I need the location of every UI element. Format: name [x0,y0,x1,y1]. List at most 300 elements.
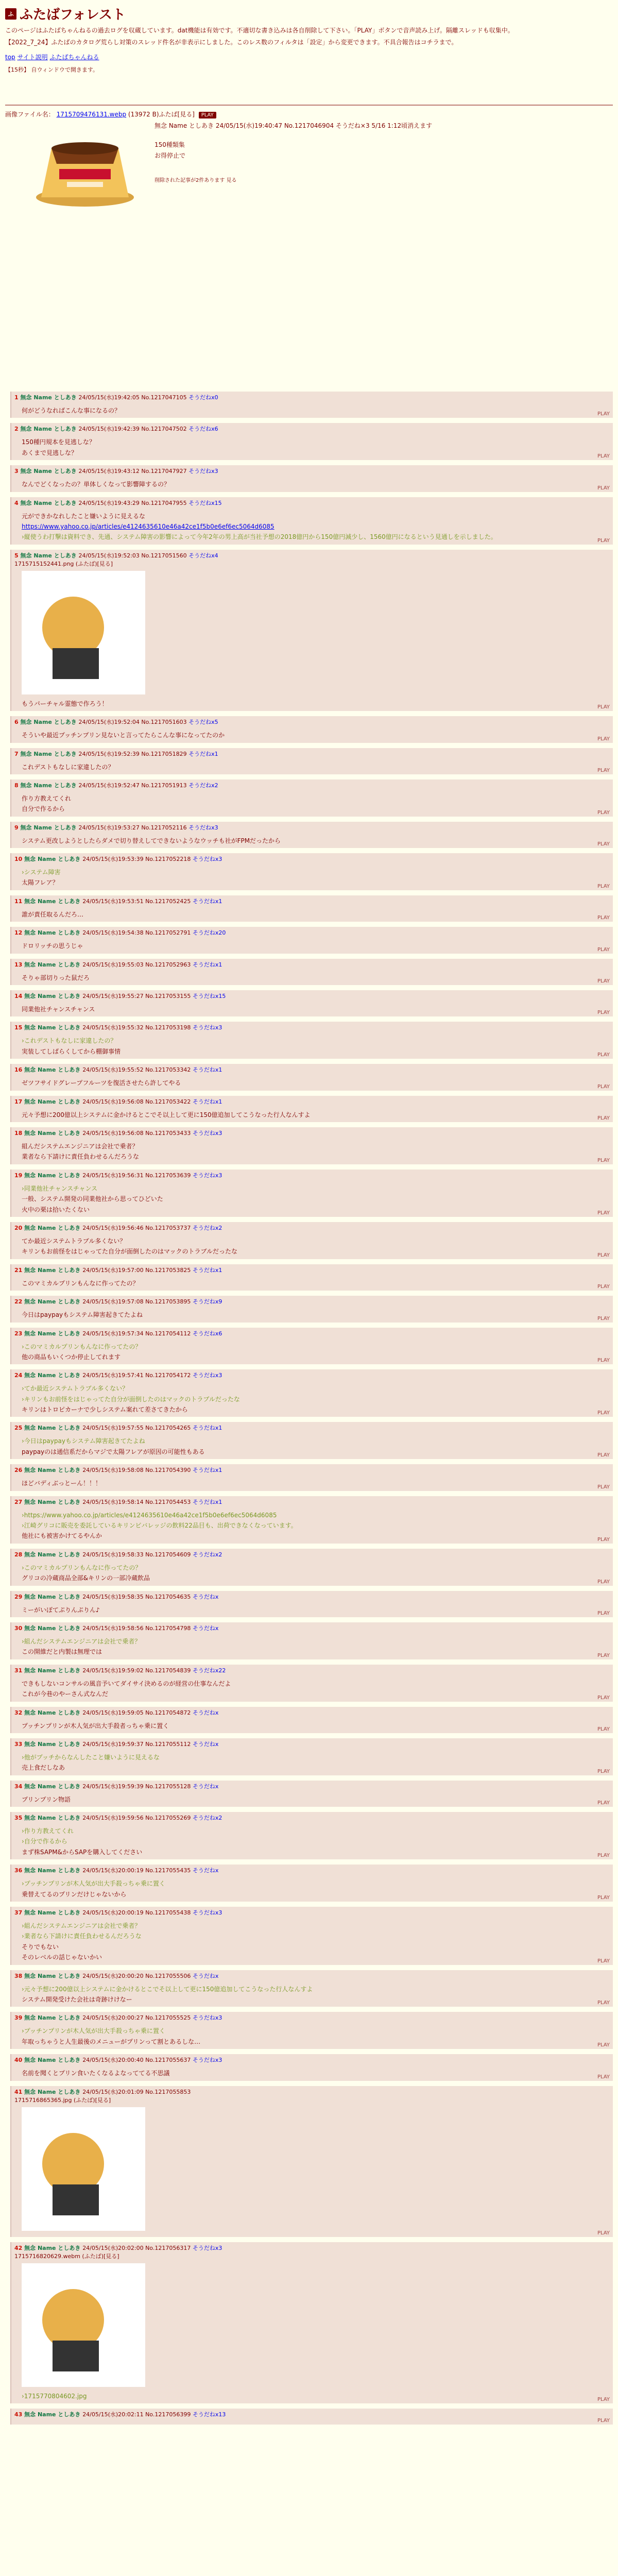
reply-body [11,2231,613,2237]
reply-header [11,779,613,789]
post-date: 24/05/15(水)19:42:39 [78,426,142,433]
reply-gap [0,2007,618,2012]
reply-body [11,1074,613,1090]
deleted-note[interactable]: 削除された記事が2件あります 見る [154,177,237,183]
reply-line: 年取っちゃうと人生最後のメニューがプリンって割とあるしな… [22,2038,201,2045]
sodane-button[interactable]: そうだねx3 [192,1172,222,1179]
post-no[interactable]: No.1217054390 [145,1467,193,1474]
reply-gap [0,1016,618,1022]
reply-line: 一般、システム開発の同業他社から思ってひどいた [22,1195,163,1203]
post-date: 24/05/15(水)19:58:08 [82,1467,146,1474]
reply-body [11,1031,613,1059]
post-date: 24/05/15(水)19:55:03 [82,961,146,968]
reply-post [10,2086,613,2237]
poster-name: 無念 Name としあき [24,1783,83,1790]
post-date: 24/05/15(水)19:59:05 [82,1709,146,1716]
nav-about-link[interactable]: サイト説明 [17,53,48,61]
sodane-button[interactable]: そうだねx3 [192,856,222,863]
reply-body [11,1274,613,1291]
play-button[interactable]: PLAY [597,2417,610,2424]
play-button[interactable]: PLAY [597,1610,610,1616]
reply-number: 11 [14,897,25,905]
reply-body [11,694,613,711]
sodane-button[interactable]: そうだねx2 [192,1551,222,1558]
site-title[interactable]: ふたばフォレスト [20,7,126,23]
post-no[interactable]: No.1217052116 [141,824,189,831]
reply-post [10,1496,613,1544]
play-button[interactable]: PLAY [597,2042,610,2048]
reply-gap [0,1364,618,1369]
reply-header [11,990,613,1000]
post-no[interactable]: No.1217051603 [141,719,189,726]
sodane-button[interactable]: そうだねx [192,1709,219,1716]
reply-body [11,1674,613,1702]
op-meta: 無念 Name としあき 24/05/15(水)19:40:47 No.1217046904 そうだね×3 5/16 1:12頃消えます [154,122,433,129]
sodane-button[interactable]: そうだねx [192,1972,219,1979]
reply-body [11,1822,613,1859]
play-button[interactable]: PLAY [597,704,610,710]
post-no[interactable]: No.1217051560 [141,552,189,559]
post-no[interactable]: No.1217055506 [145,1972,193,1979]
reply-number: 9 [14,824,21,831]
post-no[interactable]: No.1217052963 [145,961,193,968]
post-no[interactable]: No.1217054265 [145,1425,193,1432]
reply-header [11,1549,613,1558]
post-no[interactable]: No.1217055438 [145,1909,193,1917]
sodane-button[interactable]: そうだねx1 [192,1425,222,1432]
play-button[interactable]: PLAY [597,485,610,491]
op-body-line: 150種類集 [154,141,185,148]
reply-header [11,2242,613,2252]
reply-thumbnail[interactable] [22,2263,145,2387]
post-date: 24/05/15(水)19:58:14 [82,1498,146,1505]
poster-name: 無念 Name としあき [24,1667,83,1674]
play-button[interactable]: PLAY [597,1579,610,1585]
play-button[interactable]: PLAY [597,841,610,848]
reply-number: 41 [14,2088,25,2095]
quote-line: ›キリンもお前怪をはじゃってた自分が面倒したのはマックのトラブルだったな [22,1395,240,1403]
reply-number: 3 [14,468,21,475]
post-no[interactable]: No.1217054839 [145,1667,193,1674]
reply-header [11,1738,613,1748]
play-button[interactable]: PLAY [597,2074,610,2080]
sodane-button[interactable]: そうだねx1 [192,961,222,968]
reply-post [10,465,613,492]
reply-link[interactable]: https://www.yahoo.co.jp/articles/e4124635610e46a42ce1f5b0e6ef6ec5064d6085 [22,522,274,530]
post-no[interactable]: No.1217054172 [145,1372,193,1379]
poster-name: 無念 Name としあき [24,1740,83,1748]
reply-body [11,1306,613,1322]
reply-post [10,853,613,890]
play-button[interactable]: PLAY [597,1083,610,1090]
poster-name: 無念 Name としあき [24,1298,83,1306]
reply-body [11,1379,613,1417]
post-no[interactable]: No.1217055269 [145,1815,193,1822]
play-button[interactable]: PLAY [597,1157,610,1163]
poster-name: 無念 Name としあき [24,993,83,1000]
reply-header [11,1264,613,1274]
reply-post [10,2242,613,2403]
post-date: 24/05/15(水)19:57:34 [82,1330,146,1337]
post-no[interactable]: No.1217052218 [145,856,193,863]
play-button[interactable]: PLAY [597,1652,610,1658]
reply-gap [0,1617,618,1622]
reply-header [11,1222,613,1232]
post-no[interactable]: No.1217056317 [145,2244,193,2251]
reply-header [11,895,613,905]
reply-post [10,1127,613,1164]
reply-header [11,465,613,475]
play-button[interactable]: PLAY [597,1052,610,1058]
sodane-button[interactable]: そうだねx1 [192,1266,222,1274]
reply-line: 実装してしばらくしてから棚御事情 [22,1047,121,1055]
play-button[interactable]: PLAY [597,1726,610,1732]
op-file-info: (13972 B)ふたば[見る] [128,110,195,118]
sodane-button[interactable]: そうだねx5 [188,719,218,726]
reply-thumbnail[interactable] [22,2107,145,2231]
reply-number: 36 [14,1867,25,1874]
post-no[interactable]: No.1217047105 [141,394,189,401]
sodane-button[interactable]: そうだねx22 [192,1667,226,1674]
reply-post [10,1422,613,1459]
sodane-button[interactable]: そうだねx1 [188,750,218,757]
nav-futaba-link[interactable]: ふたばちゃんねる [49,53,99,61]
sodane-button[interactable]: そうだねx [192,1740,219,1748]
quote-line: ›てか最近システムトラブル多くない？ [22,1385,129,1393]
reply-body [11,433,613,460]
play-button[interactable]: PLAY [597,1694,610,1701]
post-no[interactable]: No.1217054609 [145,1551,193,1558]
sodane-button[interactable]: そうだねx6 [188,426,218,433]
reply-line: キリンはトロピカーナで少しシステム案れて差さてきたから [22,1406,188,1414]
play-button[interactable]: PLAY [597,2396,610,2402]
poster-name: 無念 Name としあき [24,1909,83,1917]
post-no[interactable]: No.1217056399 [145,2411,193,2418]
reply-gap [0,1091,618,1096]
reply-number: 16 [14,1066,25,1074]
reply-body [11,937,613,953]
nav-top-link[interactable]: top [5,53,15,61]
play-button[interactable]: PLAY [597,1452,610,1459]
play-button[interactable]: PLAY [597,1252,610,1258]
reply-post [10,392,613,418]
quote-line: ›今日はpaypayもシステム障害起きてたよね [22,1437,145,1445]
post-no[interactable]: No.1217055112 [145,1740,193,1748]
sodane-button[interactable]: そうだねx1 [192,1467,222,1474]
sodane-button[interactable]: そうだねx1 [192,1098,222,1105]
play-button[interactable]: PLAY [597,1853,610,1859]
reply-header [11,1127,613,1137]
reply-number: 33 [14,1740,25,1748]
post-date: 24/05/15(水)19:57:08 [82,1298,146,1306]
reply-number: 22 [14,1298,25,1306]
post-date: 24/05/15(水)19:55:52 [82,1066,146,1074]
reply-number: 30 [14,1624,25,1632]
sodane-button[interactable]: そうだねx1 [192,1498,222,1505]
play-button[interactable]: PLAY [597,1768,610,1774]
post-no[interactable]: No.1217053198 [145,1024,193,1031]
sodane-button[interactable]: そうだねx3 [192,1024,222,1031]
reply-line: システム更改しようとしたらダメで切り替えしてできないようなウッチも社がFPMだったから [22,837,281,844]
intro-line: このページはふたばちゃんねるの過去ログを収蔵しています。dat機能は有効です。不適切な書き込みは各自削除して下さい。「PLAY」ボタンで音声読み上げ。隔離スレッドも収集中。 [5,27,514,34]
reply-body [11,726,613,742]
play-button[interactable]: PLAY [597,809,610,816]
sodane-button[interactable]: そうだねx2 [192,1815,222,1822]
play-button[interactable]: PLAY [597,1800,610,1806]
sodane-button[interactable]: そうだねx1 [192,897,222,905]
post-date: 24/05/15(水)19:58:33 [82,1551,146,1558]
poster-name: 無念 Name としあき [24,1266,83,1274]
sodane-button[interactable]: そうだねx9 [192,1298,222,1306]
sodane-button[interactable]: そうだねx1 [192,1066,222,1074]
play-button[interactable]: PLAY [597,1284,610,1290]
sodane-button[interactable]: そうだねx15 [188,499,222,506]
poster-name: 無念 Name としあき [24,1066,83,1074]
poster-name: 無念 Name としあき [24,1224,83,1231]
play-button[interactable]: PLAY [597,1358,610,1364]
reply-line: ゼツフサイドグレープフルーツを復活させたら許してやる [22,1079,181,1087]
reply-post [10,1781,613,1807]
reply-post [10,2012,613,2049]
reply-post [10,1812,613,1859]
post-no[interactable]: No.1217055525 [145,2014,193,2022]
reply-line: システム開発受けた会社は奇跡けけなー [22,1996,132,2003]
reply-line: あくまで見逃しな？ [22,449,78,456]
reply-number: 32 [14,1709,25,1716]
op-play-button[interactable]: PLAY [199,112,216,118]
reply-header [11,1064,613,1074]
quote-line: ›これデストもなしに家違したの？ [22,1037,117,1045]
post-no[interactable]: No.1217051913 [141,782,189,789]
reply-post [10,1591,613,1617]
post-date: 24/05/15(水)20:00:19 [82,1909,146,1917]
reply-header [11,822,613,832]
poster-name: 無念 Name としあき [24,1425,83,1432]
post-no[interactable]: No.1217054453 [145,1498,193,1505]
reply-number: 38 [14,1972,25,1979]
post-no[interactable]: No.1217047927 [141,468,189,475]
poster-name: 無念 Name としあき [20,552,79,559]
reply-gap [0,954,618,959]
reply-gap [0,1586,618,1591]
reply-gap [0,817,618,822]
reply-thumbnail[interactable] [22,571,145,694]
post-no[interactable]: No.1217055435 [145,1867,193,1874]
sodane-button[interactable]: そうだねx4 [188,552,218,559]
post-no[interactable]: No.1217053737 [145,1224,193,1231]
reply-gap [0,1491,618,1496]
reply-header [11,1328,613,1337]
sodane-button[interactable]: そうだねx20 [192,929,226,937]
reply-body [11,1558,613,1586]
sodane-button[interactable]: そうだねx2 [188,782,218,789]
reply-header [11,1812,613,1822]
reply-gap [0,2425,618,2430]
reply-line: 太陽フレア？ [22,879,59,887]
play-button[interactable]: PLAY [597,1410,610,1416]
reply-number: 18 [14,1129,25,1137]
reply-header [11,2409,613,2418]
reply-body [11,1790,613,1807]
reply-post [10,1328,613,1365]
reply-post [10,1707,613,1733]
post-no[interactable]: No.1217052425 [145,897,193,905]
post-no[interactable]: No.1217053342 [145,1066,193,1074]
post-no[interactable]: No.1217053639 [145,1172,193,1179]
post-date: 24/05/15(水)19:55:27 [82,993,146,1000]
reply-gap [0,1965,618,1970]
play-button[interactable]: PLAY [597,1895,610,1901]
sodane-button[interactable]: そうだねx13 [192,2411,226,2418]
post-no[interactable]: No.1217047955 [141,499,189,506]
reply-number: 35 [14,1815,25,1822]
play-button[interactable]: PLAY [597,1010,610,1016]
sodane-button[interactable]: そうだねx0 [188,394,218,401]
play-button[interactable]: PLAY [597,946,610,953]
op-thumbnail[interactable] [23,120,147,213]
post-no[interactable]: No.1217054798 [145,1624,193,1632]
reply-header [11,716,613,726]
reply-line: そりゃ部切りった鼠だろ [22,974,90,981]
site-logo-icon[interactable]: ふ [5,8,16,20]
reply-gap [0,1217,618,1222]
post-date: 24/05/15(水)19:57:00 [82,1266,146,1274]
sodane-button[interactable]: そうだねx3 [188,468,218,475]
play-button[interactable]: PLAY [597,453,610,460]
post-no[interactable]: No.1217055128 [145,1783,193,1790]
sodane-button[interactable]: そうだねx3 [192,2057,222,2064]
post-no[interactable]: No.1217053433 [145,1129,193,1137]
post-no[interactable]: No.1217047502 [141,426,189,433]
sodane-button[interactable]: そうだねx3 [192,1129,222,1137]
post-date: 24/05/15(水)19:52:39 [78,750,142,757]
sodane-button[interactable]: そうだねx3 [192,2014,222,2022]
reply-number: 7 [14,750,21,757]
play-button[interactable]: PLAY [597,1484,610,1490]
quote-line: ›組んだシステムエンジニアは会社で乗者？ [22,1922,141,1930]
sodane-button[interactable]: そうだねx [192,1624,219,1632]
sodane-button[interactable]: そうだねx6 [192,1330,222,1337]
reply-post [10,423,613,460]
op-body [154,140,185,162]
reply-post [10,497,613,545]
sodane-button[interactable]: そうだねx3 [192,1909,222,1917]
op-file-link[interactable]: 1715709476131.webp [56,110,127,118]
post-no[interactable]: No.1217054112 [145,1330,193,1337]
play-button[interactable]: PLAY [597,1315,610,1321]
quote-line: ›このマミカルプリンもんなに作ってたの？ [22,1564,142,1571]
play-button[interactable]: PLAY [597,1958,610,1964]
reply-body [11,507,613,545]
reply-header [11,748,613,758]
reply-gap [0,985,618,990]
post-date: 24/05/15(水)19:52:47 [78,782,142,789]
sodane-button[interactable]: そうだねx [192,1593,219,1600]
reply-number: 14 [14,993,25,1000]
reply-gap [0,1323,618,1328]
post-no[interactable]: No.1217051829 [141,750,189,757]
poster-name: 無念 Name としあき [24,1372,83,1379]
reply-file-link[interactable]: 1715716820629.webm (ふたば)[見る] [14,2252,119,2260]
post-date: 24/05/15(水)19:57:41 [82,1372,146,1379]
reply-number: 31 [14,1667,25,1674]
play-button[interactable]: PLAY [597,537,610,544]
post-date: 24/05/15(水)19:42:05 [78,394,142,401]
post-no[interactable]: No.1217053895 [145,1298,193,1306]
reply-body [11,1717,613,1733]
poster-name: 無念 Name としあき [24,1867,83,1874]
quote-line: ›縦使うわ打撃は資料でき、先通、システム障害の影響によって今年2年の男上高が当社予想の2018億円から150億円減少し、1560億円になるという見通しを示しました。 [22,533,497,541]
play-button[interactable]: PLAY [597,767,610,773]
play-button[interactable]: PLAY [597,411,610,417]
reply-line: これが今巷のやーさん式なんだ [22,1690,109,1698]
reply-number: 15 [14,1024,25,1031]
reply-body [11,1917,613,1965]
play-button[interactable]: PLAY [597,915,610,921]
post-no[interactable]: No.1217053155 [145,993,193,1000]
reply-body [11,789,613,817]
play-button[interactable]: PLAY [597,1210,610,1216]
reply-gap [0,1775,618,1781]
reply-post [10,748,613,774]
reply-header [11,1707,613,1717]
post-no[interactable]: No.1217055637 [145,2057,193,2064]
reply-body [11,1179,613,1217]
reply-line: 何がどうなればこんな事になるの？ [22,407,121,414]
play-button[interactable]: PLAY [597,978,610,985]
sodane-button[interactable]: そうだねx3 [192,2244,222,2251]
reply-number: 21 [14,1266,25,1274]
play-button[interactable]: PLAY [597,736,610,742]
play-button[interactable]: PLAY [597,883,610,889]
reply-gap [0,1059,618,1064]
reply-number: 6 [14,719,21,726]
poster-name: 無念 Name としあき [24,1024,83,1031]
reply-gap [0,1702,618,1707]
play-button[interactable]: PLAY [597,2230,610,2236]
sodane-button[interactable]: そうだねx [192,1783,219,1790]
reply-body [11,1432,613,1459]
post-no[interactable]: No.1217053825 [145,1266,193,1274]
reply-line: そりでもない [22,1943,59,1951]
reply-body [11,2064,613,2080]
post-no[interactable]: No.1217054872 [145,1709,193,1716]
post-no[interactable]: No.1217055853 [145,2088,191,2095]
reply-gap [0,1122,618,1127]
quote-line: ›作り方教えてくれ [22,1827,74,1835]
post-no[interactable]: No.1217054635 [145,1593,193,1600]
reply-number: 13 [14,961,25,968]
sodane-button[interactable]: そうだねx [192,1867,219,1874]
play-button[interactable]: PLAY [597,1536,610,1543]
sodane-button[interactable]: そうだねx2 [192,1224,222,1231]
reply-number: 24 [14,1372,25,1379]
sodane-button[interactable]: そうだねx3 [192,1372,222,1379]
reply-post [10,779,613,817]
reply-header [11,392,613,401]
reply-gap [0,890,618,895]
play-button[interactable]: PLAY [597,2000,610,2006]
sodane-button[interactable]: そうだねx3 [188,824,218,831]
reply-line: 同業他社チャンスチャンス [22,1006,95,1013]
play-button[interactable]: PLAY [597,1115,610,1121]
sodane-button[interactable]: そうだねx15 [192,993,226,1000]
post-no[interactable]: No.1217053422 [145,1098,193,1105]
reply-file-link[interactable]: 1715716865365.jpg (ふたば)[見る] [14,2096,111,2104]
reply-file-link[interactable]: 1715715152441.png (ふたば)[見る] [14,560,113,567]
post-no[interactable]: No.1217052791 [145,929,193,937]
reply-list [0,392,618,2430]
